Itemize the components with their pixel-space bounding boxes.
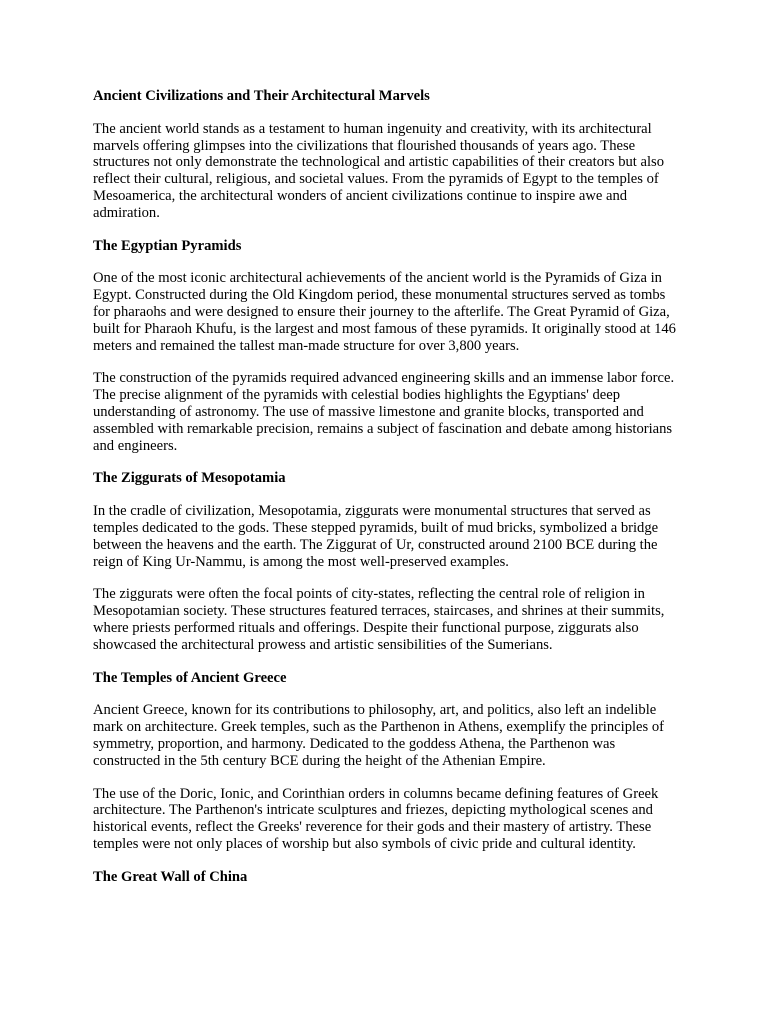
section-heading-greece: The Temples of Ancient Greece <box>93 669 287 686</box>
section-heading-china: The Great Wall of China <box>93 868 248 885</box>
document-page <box>93 88 678 901</box>
greece-paragraph-1: Ancient Greece, known for its contributions to philosophy, art, and politics, also left an indelible mark on architecture. Greek temples, such as the Parthenon in Athens, exemplify the principles of symmetry, proportion, and harmony. Dedicated to the goddess Athena, the Parthenon was constructed in the 5th century BCE during the height of the Athenian Empire. <box>93 702 665 769</box>
egypt-paragraph-1: One of the most iconic architectural achievements of the ancient world is the Pyramids of Giza in Egypt. Constructed during the Old Kingdom period, these monumental structures served as tombs for pharaohs and were designed to ensure their journey to the afterlife. The Great Pyramid of Giza, built for Pharaoh Khufu, is the largest and most famous of these pyramids. It originally stood at 146 meters and remained the tallest man-made structure for over 3,800 years. <box>93 270 676 354</box>
greece-paragraph-2: The use of the Doric, Ionic, and Corinthian orders in columns became defining features of Greek architecture. The Parthenon's intricate sculptures and friezes, depicting mythological scenes and historical events, reflect the Greeks' reverence for their gods and their mastery of artistry. These temples were not only places of worship but also symbols of civic pride and cultural identity. <box>93 785 659 852</box>
mesopotamia-paragraph-1: In the cradle of civilization, Mesopotamia, ziggurats were monumental structures that served as temples dedicated to the gods. These stepped pyramids, built of mud bricks, symbolized a bridge between the heavens and the earth. The Ziggurat of Ur, constructed around 2100 BCE during the reign of King Ur-Nammu, is among the most well-preserved examples. <box>93 503 659 570</box>
mesopotamia-paragraph-2: The ziggurats were often the focal points of city-states, reflecting the central role of religion in Mesopotamian society. These structures featured terraces, staircases, and shrines at their summits, where priests performed rituals and offerings. Despite their functional purpose, ziggurats also showcased the architectural prowess and artistic sensibilities of the Sumerians. <box>93 586 665 653</box>
section-heading-egypt: The Egyptian Pyramids <box>93 237 242 254</box>
section-heading-mesopotamia: The Ziggurats of Mesopotamia <box>93 470 286 487</box>
egypt-paragraph-2: The construction of the pyramids required advanced engineering skills and an immense labor force. The precise alignment of the pyramids with celestial bodies highlights the Egyptians' deep understanding of astronomy. The use of massive limestone and granite blocks, transported and assembled with remarkable precision, remains a subject of fascination and debate among historians and engineers. <box>93 370 675 454</box>
document-title: Ancient Civilizations and Their Architectural Marvels <box>93 88 430 104</box>
intro-paragraph: The ancient world stands as a testament to human ingenuity and creativity, with its architectural marvels offering glimpses into the civilizations that flourished thousands of years ago. These structures not only demonstrate the technological and artistic capabilities of their creators but also reflect their cultural, religious, and societal values. From the pyramids of Egypt to the temples of Mesoamerica, the architectural wonders of ancient civilizations continue to inspire awe and admiration. <box>93 120 665 221</box>
